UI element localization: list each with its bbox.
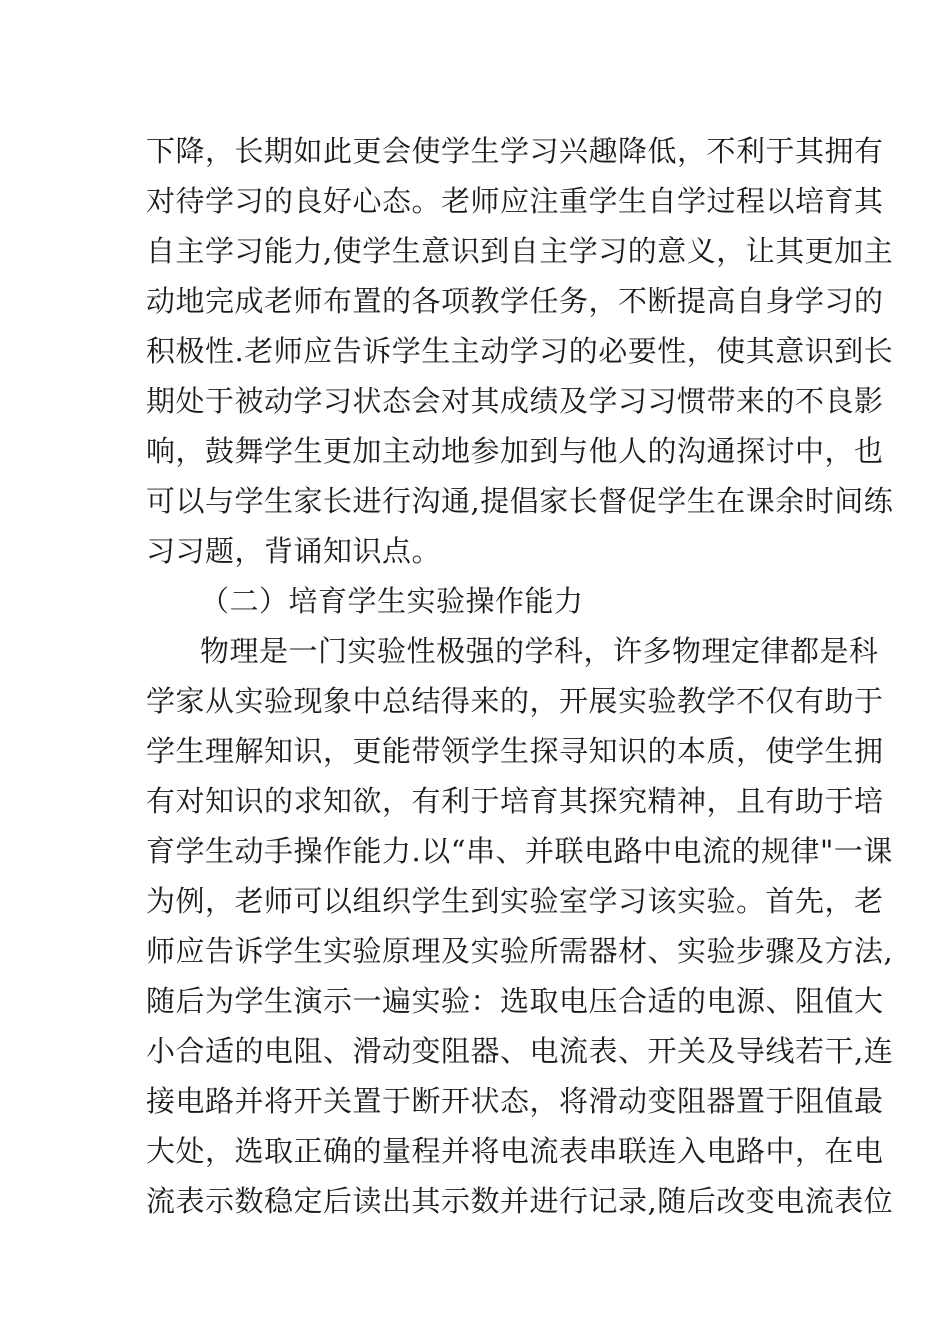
text-body — [146, 126, 894, 1226]
text-line: 学家从实验现象中总结得来的，开展实验教学不仅有助于 — [146, 684, 884, 718]
text-line: 师应告诉学生实验原理及实验所需器材、实验步骤及方法, — [146, 934, 894, 968]
text-line: 小合适的电阻、滑动变阻器、电流表、开关及导线若干,连 — [146, 1034, 894, 1068]
text-line: 对待学习的良好心态。老师应注重学生自学过程以培育其 — [146, 184, 884, 218]
text-line: 动地完成老师布置的各项教学任务，不断提高自身学习的 — [146, 284, 884, 318]
text-line: 随后为学生演示一遍实验：选取电压合适的电源、阻值大 — [146, 984, 884, 1018]
text-line: 下降，长期如此更会使学生学习兴趣降低，不利于其拥有 — [146, 134, 884, 168]
text-line: 学生理解知识，更能带领学生探寻知识的本质，使学生拥 — [146, 734, 884, 768]
text-line: 期处于被动学习状态会对其成绩及学习习惯带来的不良影 — [146, 384, 884, 418]
text-line: 接电路并将开关置于断开状态，将滑动变阻器置于阻值最 — [146, 1084, 884, 1118]
text-line: 有对知识的求知欲，有利于培育其探究精神，且有助于培 — [146, 784, 884, 818]
text-line: 为例，老师可以组织学生到实验室学习该实验。首先，老 — [146, 884, 884, 918]
text-line: 育学生动手操作能力.以“串、并联电路中电流的规律"一课 — [146, 834, 893, 868]
paragraph-first-line: 物理是一门实验性极强的学科，许多物理定律都是科 — [200, 634, 879, 668]
text-line: 自主学习能力,使学生意识到自主学习的意义，让其更加主 — [146, 234, 894, 268]
text-line: 可以与学生家长进行沟通,提倡家长督促学生在课余时间练 — [146, 484, 894, 518]
text-line: 流表示数稳定后读出其示数并进行记录,随后改变电流表位 — [146, 1184, 894, 1218]
text-line: 响，鼓舞学生更加主动地参加到与他人的沟通探讨中，也 — [146, 434, 884, 468]
text-line: 大处，选取正确的量程并将电流表串联连入电路中，在电 — [146, 1134, 884, 1168]
text-line: 积极性.老师应告诉学生主动学习的必要性，使其意识到长 — [146, 334, 894, 368]
section-heading: （二）培育学生实验操作能力 — [200, 584, 584, 618]
text-line: 习习题，背诵知识点。 — [146, 534, 442, 568]
